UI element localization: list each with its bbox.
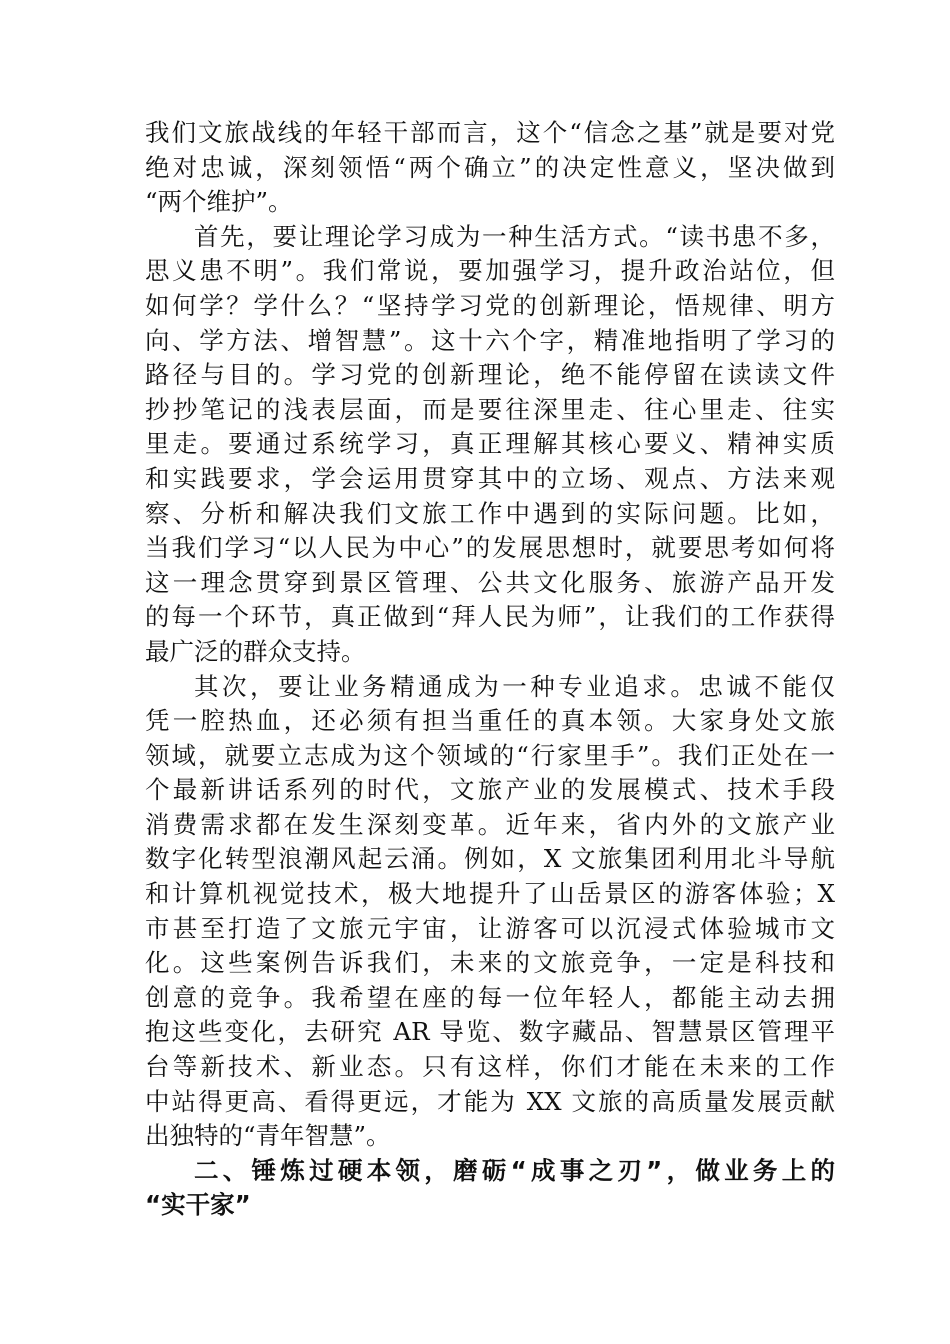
- text-line: 数字化转型浪潮风起云涌。例如，X 文旅集团利用北斗导航: [145, 844, 835, 874]
- text-line: 中站得更高、看得更远，才能为 XX 文旅的高质量发展贡献: [145, 1086, 835, 1116]
- text-line: 台等新技术、新业态。只有这样，你们才能在未来的工作: [145, 1052, 835, 1082]
- text-line: 路径与目的。学习党的创新理论，绝不能停留在读读文件: [145, 360, 835, 390]
- text-line: 凭一腔热血，还必须有担当重任的真本领。大家身处文旅: [145, 706, 835, 736]
- text-line: 其次，要让业务精通成为一种专业追求。忠诚不能仅: [194, 671, 835, 701]
- document-body: [145, 116, 835, 1223]
- text-line: 思义患不明”。我们常说，要加强学习，提升政治站位，但: [145, 256, 835, 286]
- section-heading: [145, 1154, 835, 1223]
- text-line: “两个维护”。: [145, 187, 293, 217]
- text-line: 化。这些案例告诉我们，未来的文旅竞争，一定是科技和: [145, 948, 835, 978]
- text-line: 绝对忠诚，深刻领悟“两个确立”的决定性意义，坚决做到: [145, 152, 835, 182]
- text-line: 领域，就要立志成为这个领域的“行家里手”。我们正处在一: [145, 740, 835, 770]
- text-line: 里走。要通过系统学习，真正理解其核心要义、精神实质: [145, 429, 835, 459]
- paragraph-theory-study: [145, 220, 835, 670]
- text-line: 个最新讲话系列的时代，文旅产业的发展模式、技术手段: [145, 775, 835, 805]
- text-line: 市甚至打造了文旅元宇宙，让游客可以沉浸式体验城市文: [145, 913, 835, 943]
- text-line: 抄抄笔记的浅表层面，而是要往深里走、往心里走、往实: [145, 394, 835, 424]
- text-line: 我们文旅战线的年轻干部而言，这个“信念之基”就是要对党: [145, 118, 835, 147]
- text-line: 最广泛的群众支持。: [145, 636, 366, 666]
- text-line: 如何学？学什么？“坚持学习党的创新理论，悟规律、明方: [145, 290, 835, 320]
- text-line: 抱这些变化，去研究 AR 导览、数字藏品、智慧景区管理平: [145, 1017, 835, 1047]
- heading-line: 二、锤炼过硬本领，磨砺“成事之刃”，做业务上的: [194, 1155, 835, 1185]
- text-line: 和实践要求，学会运用贯穿其中的立场、观点、方法来观: [145, 463, 835, 493]
- text-line: 消费需求都在发生深刻变革。近年来，省内外的文旅产业: [145, 809, 835, 839]
- text-line: 出独特的“青年智慧”。: [145, 1121, 391, 1151]
- text-line: 和计算机视觉技术，极大地提升了山岳景区的游客体验；X: [145, 879, 835, 909]
- text-line: 首先，要让理论学习成为一种生活方式。“读书患不多，: [194, 221, 835, 251]
- text-line: 当我们学习“以人民为中心”的发展思想时，就要思考如何将: [145, 533, 835, 563]
- heading-line: “实干家”: [145, 1190, 251, 1220]
- text-line: 的每一个环节，真正做到“拜人民为师”，让我们的工作获得: [145, 602, 835, 632]
- paragraph-professional-skill: [145, 670, 835, 1154]
- text-line: 创意的竞争。我希望在座的每一位年轻人，都能主动去拥: [145, 982, 835, 1012]
- paragraph-intro: [145, 116, 835, 220]
- text-line: 向、学方法、增智慧”。这十六个字，精准地指明了学习的: [145, 325, 835, 355]
- text-line: 察、分析和解决我们文旅工作中遇到的实际问题。比如，: [145, 498, 835, 528]
- text-line: 这一理念贯穿到景区管理、公共文化服务、旅游产品开发: [145, 567, 835, 597]
